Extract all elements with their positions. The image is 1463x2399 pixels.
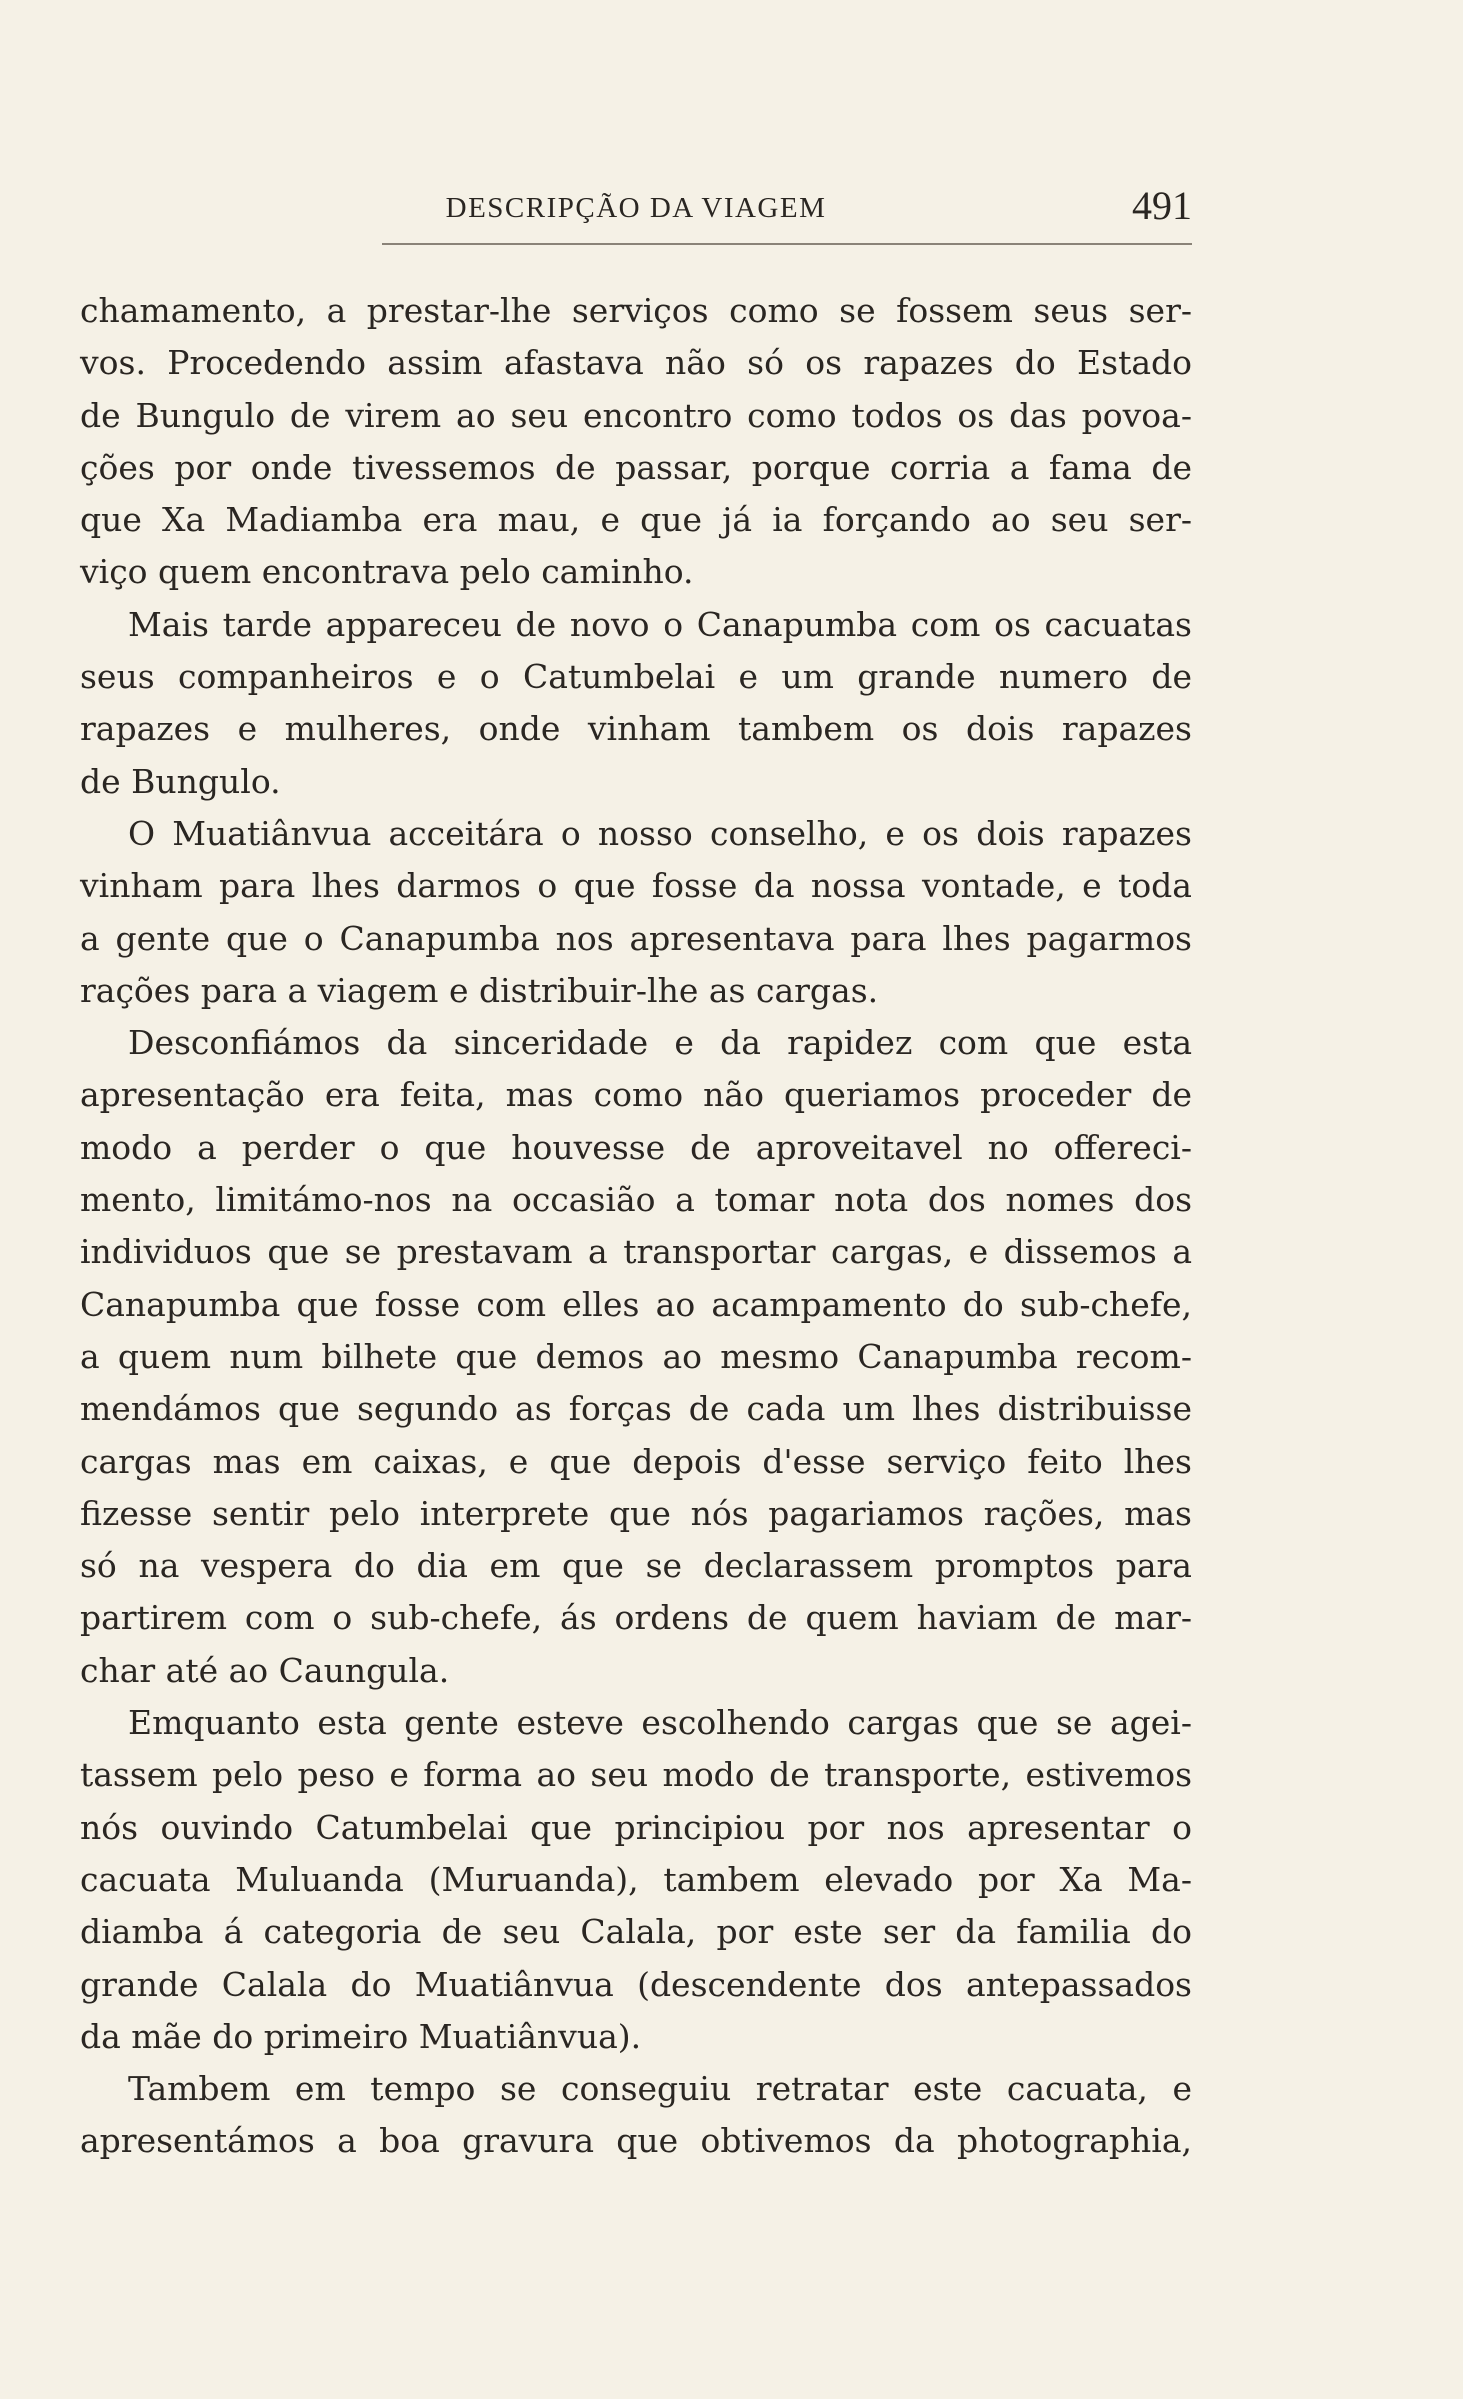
text-line: mendámos que segundo as forças de cada um lhes distribuisse bbox=[80, 1389, 1192, 1429]
page-number: 491 bbox=[1132, 183, 1192, 228]
text-line: modo a perder o que houvesse de aproveitavel no offereci- bbox=[80, 1127, 1192, 1167]
running-title: DESCRIPÇÃO DA VIAGEM bbox=[445, 192, 827, 224]
text-line: apresentámos a boa gravura que obtivemos da photographia, bbox=[80, 2121, 1192, 2161]
text-line: a gente que o Canapumba nos apresentava para lhes pagarmos bbox=[80, 918, 1192, 958]
body-text bbox=[80, 285, 1192, 2168]
text-line: da mãe do primeiro Muatiânvua). bbox=[80, 2016, 642, 2056]
text-line: chamamento, a prestar-lhe serviços como se fossem seus ser- bbox=[80, 291, 1192, 330]
text-line: mento, limitámo-nos na occasião a tomar nota dos nomes dos bbox=[80, 1180, 1192, 1220]
text-line: diamba á categoria de seu Calala, por este ser da familia do bbox=[80, 1912, 1192, 1952]
header-rule bbox=[382, 243, 1192, 245]
text-line: apresentação era feita, mas como não queriamos proceder de bbox=[80, 1075, 1192, 1115]
text-line: Canapumba que fosse com elles ao acampamento do sub-chefe, bbox=[80, 1284, 1192, 1324]
text-line: rações para a viagem e distribuir-lhe as cargas. bbox=[80, 970, 879, 1010]
text-line: seus companheiros e o Catumbelai e um grande numero de bbox=[80, 657, 1192, 697]
text-line: vos. Procedendo assim afastava não só os rapazes do Estado bbox=[80, 343, 1192, 383]
text-line: fizesse sentir pelo interprete que nós pagariamos rações, mas bbox=[80, 1493, 1192, 1533]
text-line: Mais tarde appareceu de novo o Canapumba com os cacuatas bbox=[128, 604, 1192, 644]
text-line: de Bungulo. bbox=[80, 761, 281, 801]
text-line: nós ouvindo Catumbelai que principiou por nos apresentar o bbox=[80, 1807, 1192, 1847]
text-line: viço quem encontrava pelo caminho. bbox=[80, 552, 694, 592]
text-line: ções por onde tivessemos de passar, porque corria a fama de bbox=[80, 447, 1192, 487]
text-line: Desconfiámos da sinceridade e da rapidez com que esta bbox=[128, 1023, 1192, 1063]
text-line: tassem pelo peso e forma ao seu modo de transporte, estivemos bbox=[80, 1755, 1192, 1795]
text-line: Emquanto esta gente esteve escolhendo cargas que se agei- bbox=[128, 1703, 1192, 1743]
text-line: cargas mas em caixas, e que depois d'esse serviço feito lhes bbox=[80, 1441, 1192, 1481]
text-line: só na vespera do dia em que se declarassem promptos para bbox=[80, 1546, 1192, 1586]
text-line: char até ao Caungula. bbox=[80, 1650, 450, 1690]
text-line: vinham para lhes darmos o que fosse da nossa vontade, e toda bbox=[80, 866, 1192, 906]
text-line: rapazes e mulheres, onde vinham tambem os dois rapazes bbox=[80, 709, 1192, 749]
text-line: partirem com o sub-chefe, ás ordens de quem haviam de mar- bbox=[80, 1598, 1192, 1638]
text-line: que Xa Madiamba era mau, e que já ia forçando ao seu ser- bbox=[80, 500, 1192, 540]
text-line: grande Calala do Muatiânvua (descendente dos antepassados bbox=[80, 1964, 1192, 2004]
text-line: a quem num bilhete que demos ao mesmo Canapumba recom- bbox=[80, 1336, 1192, 1376]
text-line: Tambem em tempo se conseguiu retratar este cacuata, e bbox=[128, 2069, 1192, 2109]
text-line: cacuata Muluanda (Muruanda), tambem elevado por Xa Ma- bbox=[80, 1859, 1192, 1899]
text-line: individuos que se prestavam a transportar cargas, e dissemos a bbox=[80, 1232, 1192, 1272]
running-head bbox=[80, 183, 1192, 228]
text-line: O Muatiânvua acceitára o nosso conselho, e os dois rapazes bbox=[128, 813, 1192, 853]
text-line: de Bungulo de virem ao seu encontro como todos os das povoa- bbox=[80, 395, 1192, 435]
